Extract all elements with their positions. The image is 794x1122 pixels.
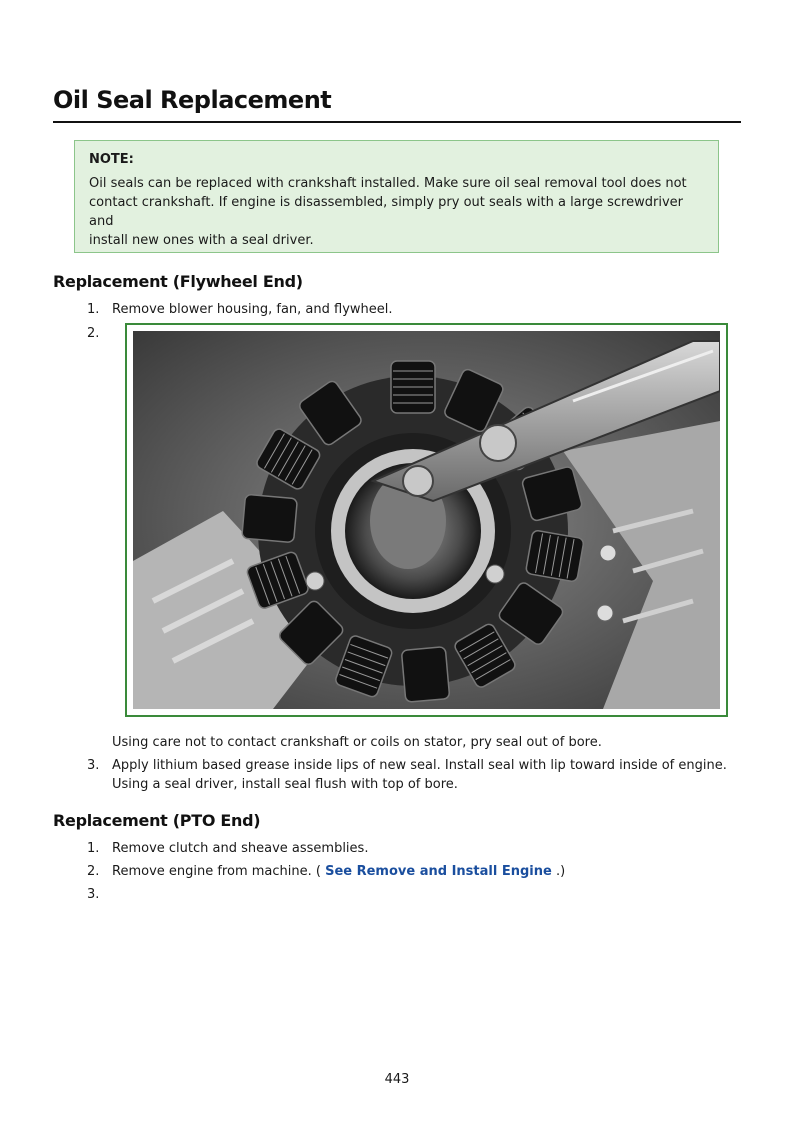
step-text-after-link: .) (551, 864, 566, 879)
note-line-3: install new ones with a seal driver. (89, 233, 314, 248)
section-heading-pto-end: Replacement (PTO End) (53, 811, 261, 830)
step-text: Remove blower housing, fan, and flywheel. (112, 302, 393, 317)
flywheel-step-1 (87, 300, 393, 319)
remove-install-engine-link[interactable]: See Remove and Install Engine (325, 864, 552, 879)
step-number: 2. (87, 326, 100, 341)
step-number: 2. (87, 864, 100, 879)
pto-step-2 (87, 862, 565, 881)
title-divider (53, 121, 741, 123)
step-number: 3. (87, 887, 100, 902)
pto-step-3 (87, 885, 112, 904)
stator-seal-removal-image (133, 331, 720, 709)
section-heading-flywheel-end: Replacement (Flywheel End) (53, 272, 303, 291)
step-number: 1. (87, 302, 100, 317)
page-title: Oil Seal Replacement (53, 86, 332, 114)
flywheel-step-3 (87, 756, 727, 775)
note-line-2: contact crankshaft. If engine is disassembled, simply pry out seals with a large screwdriver and (89, 195, 683, 229)
step-text-before-link: Remove engine from machine. ( (112, 864, 326, 879)
step-number: 3. (87, 758, 100, 773)
flywheel-step-3-continued: Using a seal driver, install seal flush with top of bore. (112, 777, 458, 792)
pto-step-1 (87, 839, 368, 858)
step-text: Remove clutch and sheave assemblies. (112, 841, 369, 856)
flywheel-step-2 (87, 324, 112, 343)
flywheel-step-2-caption: Using care not to contact crankshaft or coils on stator, pry seal out of bore. (112, 735, 602, 750)
note-box (74, 140, 719, 253)
stator-photo (125, 323, 728, 717)
note-heading: NOTE: (89, 152, 134, 167)
page-number: 443 (384, 1072, 410, 1087)
note-text (89, 174, 704, 250)
note-line-1: Oil seals can be replaced with crankshaft installed. Make sure oil seal removal tool does not (89, 176, 687, 191)
step-number: 1. (87, 841, 100, 856)
step-text: Apply lithium based grease inside lips of new seal. Install seal with lip toward inside of engine. (112, 758, 727, 773)
